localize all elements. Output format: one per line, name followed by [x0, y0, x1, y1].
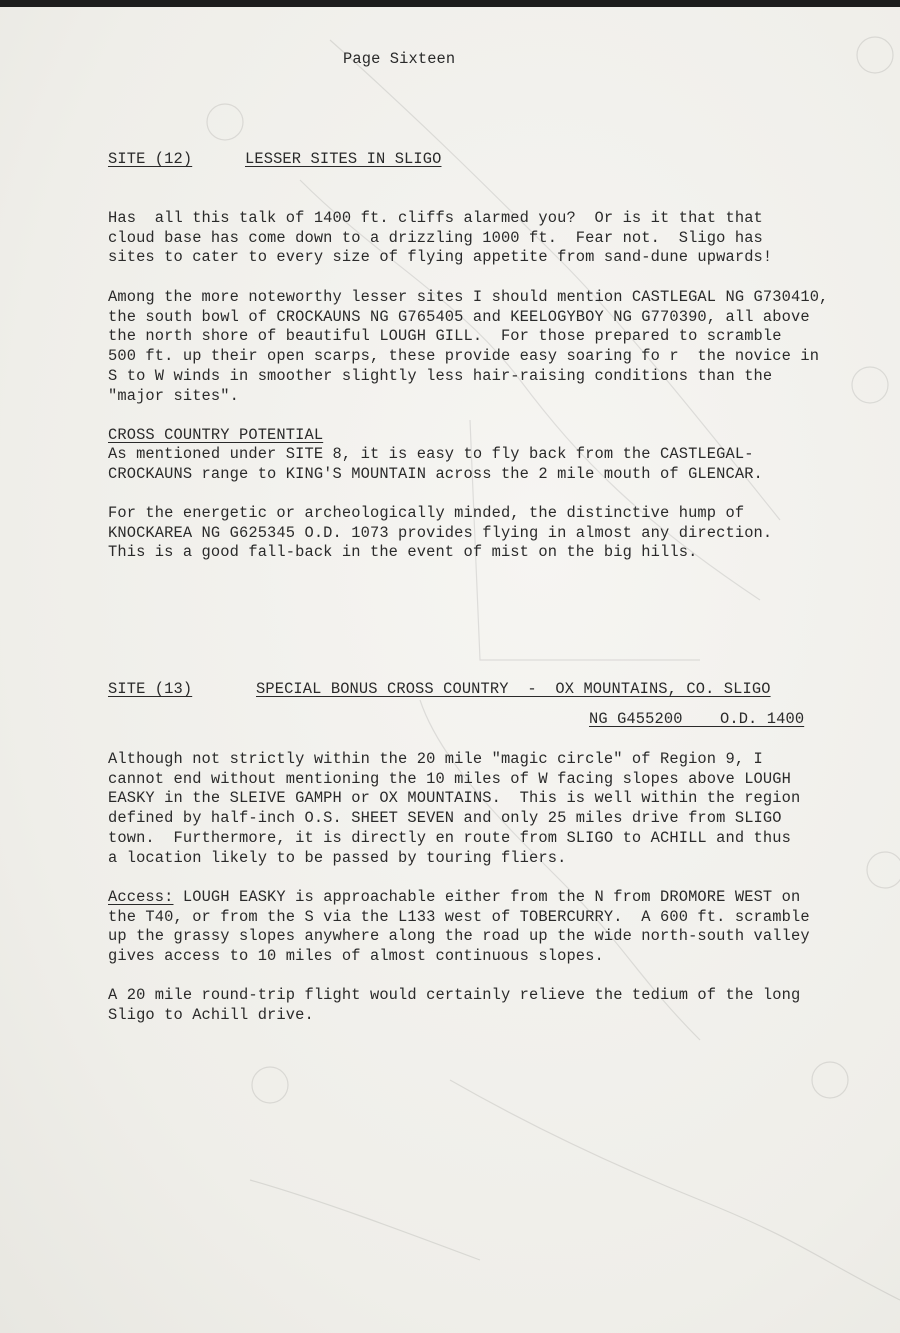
site-12-paragraph-4	[108, 504, 772, 563]
access-label: Access:	[108, 888, 174, 906]
page-header: Page Sixteen	[343, 50, 456, 68]
text-line: "major sites".	[108, 386, 239, 405]
text-line: up the grassy slopes anywhere along the road up the wide north-south valley	[108, 927, 810, 946]
site-13-access-paragraph	[108, 888, 810, 967]
text-line: For the energetic or archeologically minded, the distinctive hump of	[108, 504, 745, 522]
text-line: sites to cater to every size of flying appetite from sand-dune upwards!	[108, 248, 773, 267]
text-line: cloud base has come down to a drizzling 1000 ft. Fear not. Sligo has	[108, 228, 763, 247]
text-line: S to W winds in smoother slightly less hair-raising conditions than the	[108, 366, 773, 385]
text-line: A 20 mile round-trip flight would certainly relieve the tedium of the long	[108, 986, 801, 1004]
access-first-line: LOUGH EASKY is approachable either from the N from DROMORE WEST on	[173, 888, 801, 906]
text-line: As mentioned under SITE 8, it is easy to fly back from the CASTLEGAL-	[108, 445, 754, 463]
text-line: the T40, or from the S via the L133 west of TOBERCURRY. A 600 ft. scramble	[108, 907, 810, 926]
text-line: This is a good fall-back in the event of mist on the big hills.	[108, 543, 698, 562]
site-12-paragraph-3	[108, 445, 763, 484]
text-line: cannot end without mentioning the 10 miles of W facing slopes above LOUGH	[108, 769, 791, 788]
cross-country-heading: CROSS COUNTRY POTENTIAL	[108, 426, 324, 444]
text-line: Among the more noteworthy lesser sites I should mention CASTLEGAL NG G730410,	[108, 288, 829, 306]
text-line: Although not strictly within the 20 mile "magic circle" of Region 9, I	[108, 750, 763, 768]
text-line: the south bowl of CROCKAUNS NG G765405 and KEELOGYBOY NG G770390, all above	[108, 307, 810, 326]
text-line: a location likely to be passed by touring fliers.	[108, 848, 567, 867]
site-13-grid-reference: NG G455200 O.D. 1400	[589, 710, 805, 728]
scan-top-edge	[0, 0, 900, 7]
text-line: Has all this talk of 1400 ft. cliffs alarmed you? Or is it that that	[108, 209, 763, 227]
site-13-closing-paragraph	[108, 986, 800, 1025]
site-13-paragraph-1	[108, 750, 800, 868]
text-line: town. Furthermore, it is directly en route from SLIGO to ACHILL and thus	[108, 828, 791, 847]
text-line: the north shore of beautiful LOUGH GILL. For those prepared to scramble	[108, 327, 782, 346]
text-line: defined by half-inch O.S. SHEET SEVEN and only 25 miles drive from SLIGO	[108, 809, 782, 828]
text-line: KNOCKAREA NG G625345 O.D. 1073 provides flying in almost any direction.	[108, 523, 773, 542]
text-line: gives access to 10 miles of almost continuous slopes.	[108, 947, 604, 966]
text-line: 500 ft. up their open scarps, these provide easy soaring fo r the novice in	[108, 347, 820, 366]
site-12-number: SITE (12)	[108, 150, 193, 168]
site-13-number: SITE (13)	[108, 680, 193, 698]
text-line	[108, 888, 810, 908]
text-line: CROCKAUNS range to KING'S MOUNTAIN across the 2 mile mouth of GLENCAR.	[108, 464, 763, 483]
site-12-paragraph-2	[108, 288, 828, 406]
text-line: EASKY in the SLEIVE GAMPH or OX MOUNTAINS. This is well within the region	[108, 789, 801, 808]
site-12-title: LESSER SITES IN SLIGO	[245, 150, 442, 168]
site-12-paragraph-1	[108, 209, 772, 268]
text-line: Sligo to Achill drive.	[108, 1005, 314, 1024]
site-13-title: SPECIAL BONUS CROSS COUNTRY - OX MOUNTAINS, CO. SLIGO	[256, 680, 771, 698]
